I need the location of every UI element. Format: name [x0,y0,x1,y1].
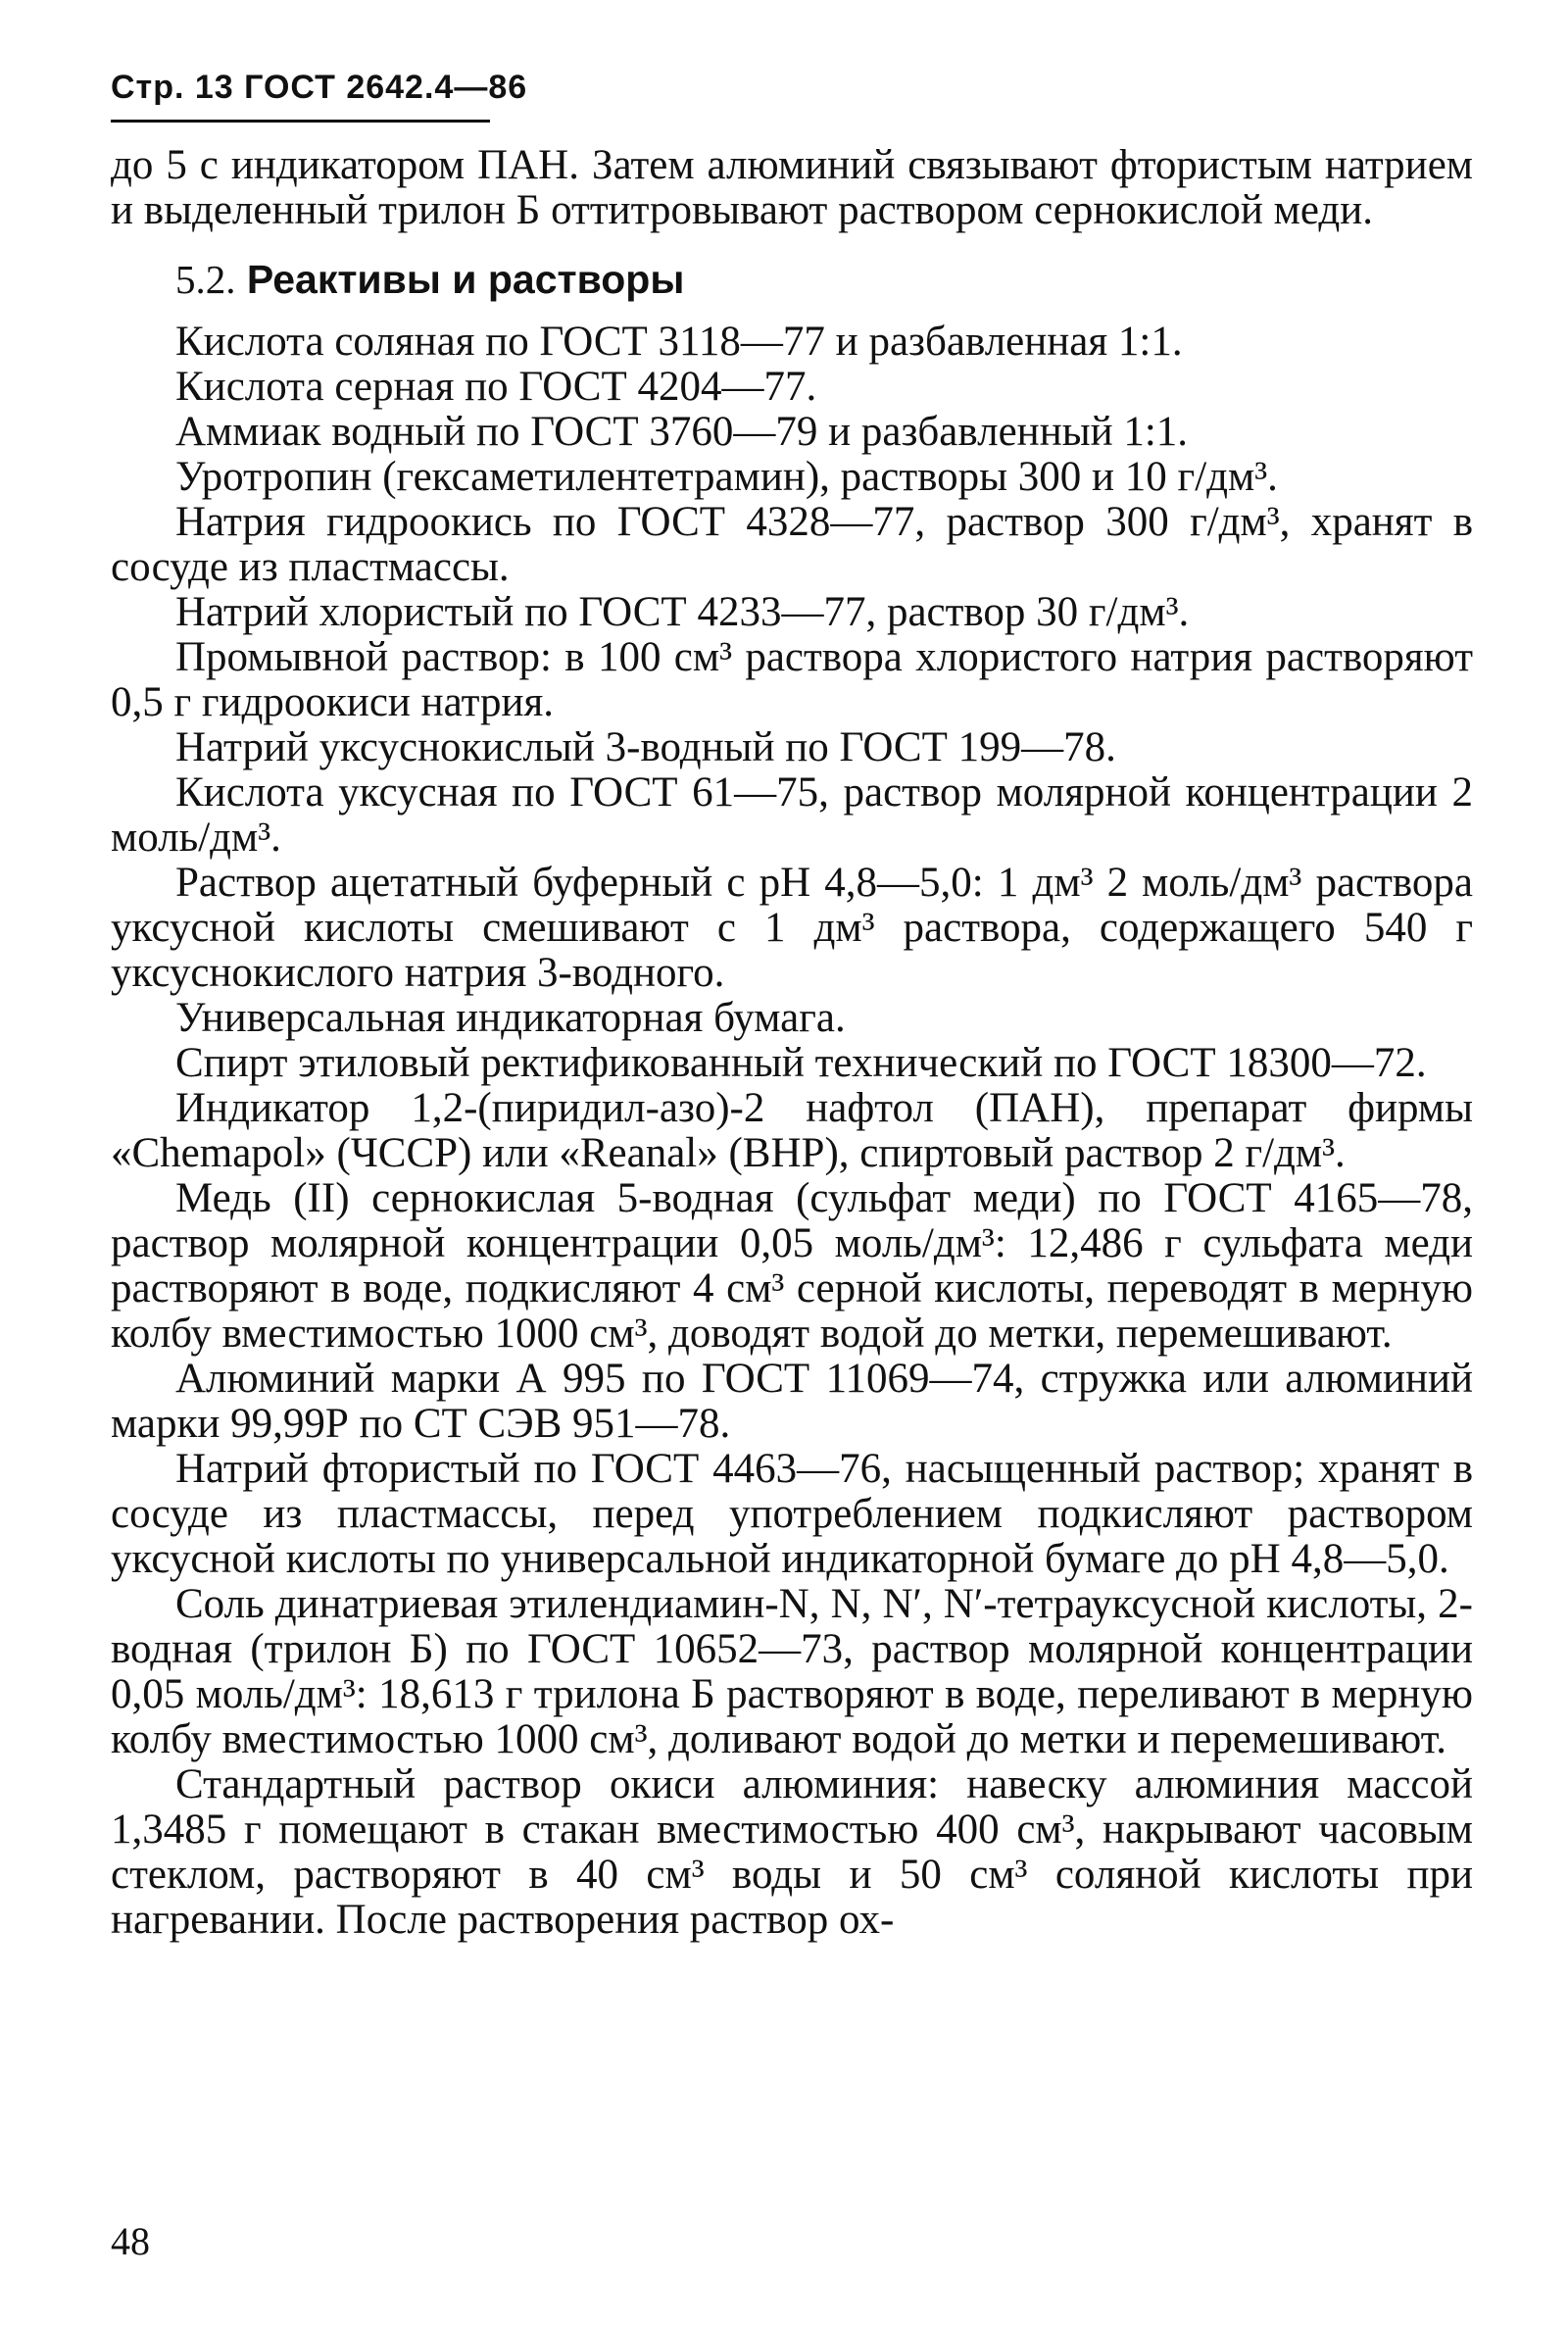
reagent-item: Натрий фтористый по ГОСТ 4463—76, насыщенный раствор; хранят в сосуде из пластмассы, перед употреблением подкисляют раствором уксусной кислоты по универсальной индикаторной бумаге до рН 4,8—5,0. [111,1446,1473,1582]
reagent-item: Натрий уксуснокислый 3-водный по ГОСТ 199—78. [175,724,1116,770]
page-header: Стр. 13 ГОСТ 2642.4—86 [111,69,528,106]
reagent-item: Стандартный раствор окиси алюминия: навеску алюминия массой 1,3485 г помещают в стакан вместимостью 400 см³, накрывают часовым стеклом, растворяют в 40 см³ воды и 50 см³ соляной кислоты при нагревании. После растворения раствор ох- [111,1761,1473,1943]
intro-paragraph: до 5 с индикатором ПАН. Затем алюминий связывают фтористым натрием и выделенный трилон Б оттитровывают раствором сернокислой меди. [111,142,1473,233]
reagent-item: Кислота уксусная по ГОСТ 61—75, раствор молярной концентрации 2 моль/дм³. [111,769,1473,861]
reagent-item: Спирт этиловый ректификованный технический по ГОСТ 18300—72. [175,1040,1427,1086]
reagent-item: Натрий хлористый по ГОСТ 4233—77, раствор 30 г/дм³. [175,589,1190,635]
section-title: Реактивы и растворы [246,257,685,302]
reagent-item: Промывной раствор: в 100 см³ раствора хлористого натрия растворяют 0,5 г гидроокиси натрия. [111,634,1473,725]
reagent-item: Индикатор 1,2-(пиридил-азо)-2 нафтол (ПАН), препарат фирмы «Chemapol» (ЧССР) или «Reanal» (ВНР), спиртовый раствор 2 г/дм³. [111,1085,1473,1176]
header-rule [111,120,490,123]
reagent-item: Раствор ацетатный буферный с рН 4,8—5,0: 1 дм³ 2 моль/дм³ раствора уксусной кислоты смешивают с 1 дм³ раствора, содержащего 540 г уксуснокислого натрия 3-водного. [111,860,1473,996]
reagent-item: Аммиак водный по ГОСТ 3760—79 и разбавленный 1:1. [175,409,1189,455]
section-number: 5.2. [175,257,236,302]
page-number: 48 [111,2219,150,2263]
reagent-item: Кислота соляная по ГОСТ 3118—77 и разбавленная 1:1. [175,319,1183,365]
reagent-item: Уротропин (гексаметилентетрамин), растворы 300 и 10 г/дм³. [175,454,1278,500]
reagent-item: Кислота серная по ГОСТ 4204—77. [175,364,817,410]
section-heading [111,257,1473,302]
reagent-item: Алюминий марки А 995 по ГОСТ 11069—74, стружка или алюминий марки 99,99Р по СТ СЭВ 951—78. [111,1356,1473,1447]
reagent-item: Соль динатриевая этилендиамин-N, N, N′, N′-тетрауксусной кислоты, 2-водная (трилон Б) по ГОСТ 10652—73, раствор молярной концентрации 0,05 моль/дм³: 18,613 г трилона Б растворяют в воде, переливают в мерную колбу вместимостью 1000 см³, доливают водой до метки и перемешивают. [111,1581,1473,1762]
reagent-item: Универсальная индикаторная бумага. [175,995,846,1041]
body-text [111,143,1473,1943]
reagent-item: Медь (II) сернокислая 5-водная (сульфат меди) по ГОСТ 4165—78, раствор молярной концентрации 0,05 моль/дм³: 12,486 г сульфата меди растворяют в воде, подкисляют 4 см³ серной кислоты, переводят в мерную колбу вместимостью 1000 см³, доводят водой до метки, перемешивают. [111,1175,1473,1357]
reagent-item: Натрия гидроокись по ГОСТ 4328—77, раствор 300 г/дм³, хранят в сосуде из пластмассы. [111,499,1473,590]
